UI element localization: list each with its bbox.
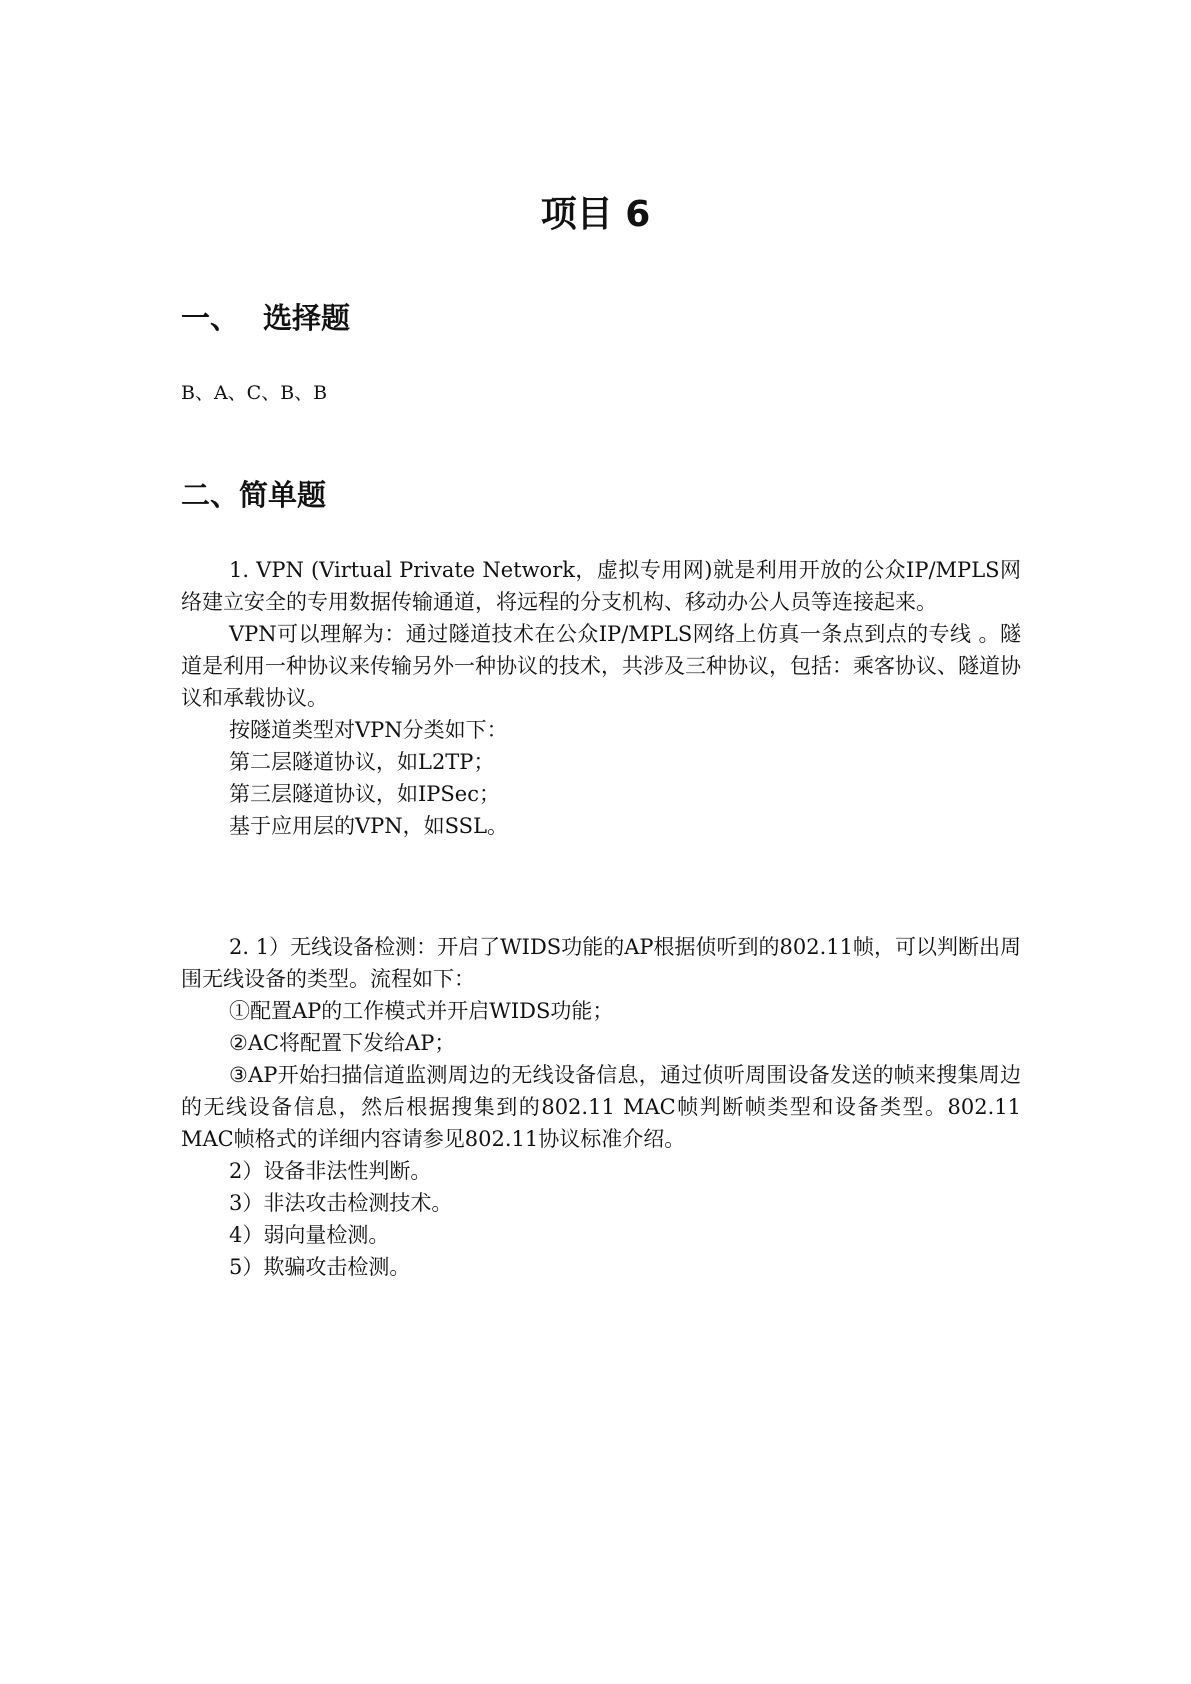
answer-1-paragraph-6: 基于应用层的VPN，如SSL。 xyxy=(229,814,509,838)
section-number: 一、 xyxy=(181,301,240,335)
section-heading-short-answer: 二、简单题 xyxy=(181,478,327,512)
answer-2-paragraph-7: 4）弱向量检测。 xyxy=(229,1223,390,1247)
answer-2-paragraph-2: ①配置AP的工作模式并开启WIDS功能； xyxy=(229,999,614,1023)
answer-2-paragraph-3: ②AC将配置下发给AP； xyxy=(229,1031,456,1055)
answer-1-paragraph-1: 1. VPN (Virtual Private Network，虚拟专用网)就是利用开放的公众IP/MPLS网络建立安全的专用数据传输通道，将远程的分支机构、移动办公人员等连接起来。 xyxy=(181,558,1021,614)
answer-2-paragraph-4: ③AP开始扫描信道监测周边的无线设备信息，通过侦听周围设备发送的帧来搜集周边的无线设备信息，然后根据搜集到的802.11 MAC帧判断帧类型和设备类型。802.11 MAC帧格式的详细内容请参见802.11协议标准介绍。 xyxy=(181,1063,1021,1151)
answer-2-paragraph-8: 5）欺骗攻击检测。 xyxy=(229,1255,411,1279)
answer-2 xyxy=(181,931,1021,1283)
answer-1 xyxy=(181,554,1021,842)
choice-answers: B、A、C、B、B xyxy=(181,382,328,404)
section-heading-choice xyxy=(181,298,350,338)
answer-2-paragraph-1: 2. 1）无线设备检测：开启了WIDS功能的AP根据侦听到的802.11帧，可以判断出周围无线设备的类型。流程如下： xyxy=(181,935,1021,991)
answer-1-paragraph-3: 按隧道类型对VPN分类如下： xyxy=(229,718,508,742)
page-title: 项目 6 xyxy=(540,194,651,235)
answer-1-paragraph-4: 第二层隧道协议，如L2TP； xyxy=(229,750,495,774)
answer-1-paragraph-5: 第三层隧道协议，如IPSec； xyxy=(229,782,500,806)
answer-2-paragraph-5: 2）设备非法性判断。 xyxy=(229,1159,432,1183)
answer-1-paragraph-2: VPN可以理解为：通过隧道技术在公众IP/MPLS网络上仿真一条点到点的专线 。隧道是利用一种协议来传输另外一种协议的技术，共涉及三种协议，包括：乘客协议、隧道协议和承载协议。 xyxy=(181,622,1021,710)
section-title: 选择题 xyxy=(263,301,351,335)
answer-2-paragraph-6: 3）非法攻击检测技术。 xyxy=(229,1191,453,1215)
